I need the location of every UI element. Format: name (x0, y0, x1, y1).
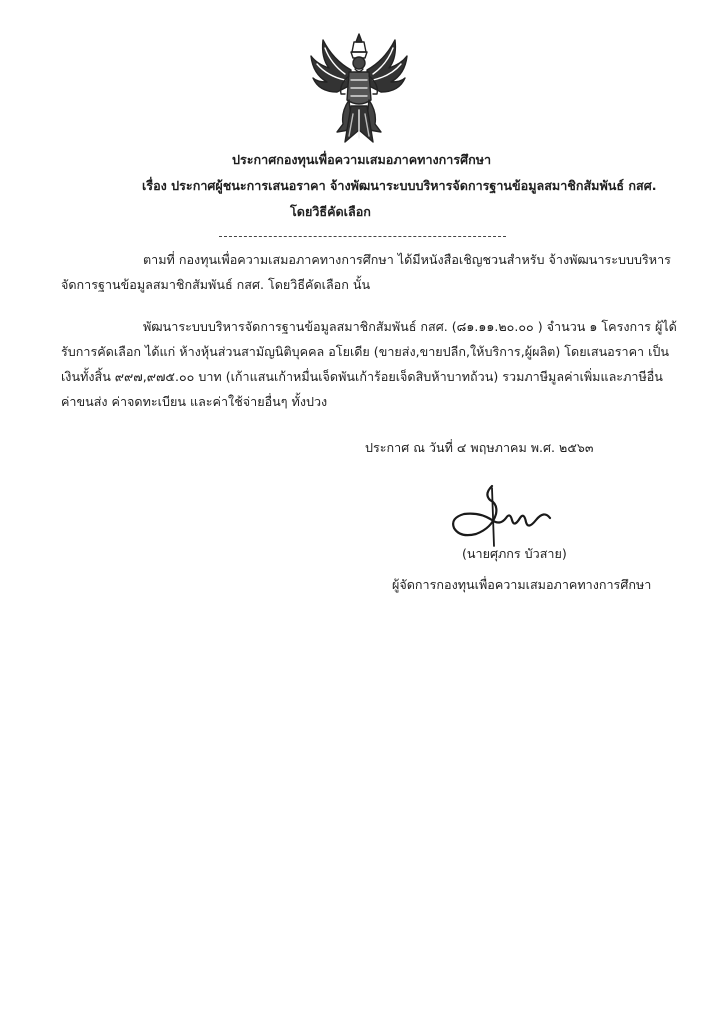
signer-title: ผู้จัดการกองทุนเพื่อความเสมอภาคทางการศึกษา (392, 577, 652, 592)
announcement-date: ประกาศ ณ วันที่ ๔ พฤษภาคม พ.ศ. ๒๕๖๓ (365, 440, 594, 455)
garuda-emblem-icon (305, 30, 413, 148)
para1-line1: ตามที่ กองทุนเพื่อความเสมอภาคทางการศึกษา ได้มีหนังสือเชิญชวนสำหรับ จ้างพัฒนาระบบบริหาร (143, 252, 671, 267)
selection-method: โดยวิธีคัดเลือก (290, 204, 371, 219)
para2-line3: เงินทั้งสิ้น ๙๙๗,๙๗๕.๐๐ บาท (เก้าแสนเก้าหมื่นเจ็ดพันเก้าร้อยเจ็ดสิบห้าบาทถ้วน) รวมภาษีมูลค่าเพิ่มและภาษีอื่น (61, 369, 663, 384)
para2-line1: พัฒนาระบบบริหารจัดการฐานข้อมูลสมาชิกสัมพันธ์ กสศ. (๘๑.๑๑.๒๐.๐๐ ) จำนวน ๑ โครงการ ผู้ได้ (143, 319, 677, 334)
signer-name: (นายศุภกร บัวสาย) (462, 546, 567, 561)
header-divider (219, 236, 506, 237)
para1-line2: จัดการฐานข้อมูลสมาชิกสัมพันธ์ กสศ. โดยวิธีคัดเลือก นั้น (61, 277, 371, 292)
announcement-title: ประกาศกองทุนเพื่อความเสมอภาคทางการศึกษา (232, 152, 492, 167)
para2-line4: ค่าขนส่ง ค่าจดทะเบียน และค่าใช้จ่ายอื่นๆ ทั้งปวง (61, 394, 328, 409)
subject-line: เรื่อง ประกาศผู้ชนะการเสนอราคา จ้างพัฒนาระบบบริหารจัดการฐานข้อมูลสมาชิกสัมพันธ์ กสศ. (142, 178, 657, 193)
para2-line2: รับการคัดเลือก ได้แก่ ห้างหุ้นส่วนสามัญนิติบุคคล อโยเดีย (ขายส่ง,ขายปลีก,ให้บริการ,ผู้ผลิต) โดยเสนอราคา เป็น (61, 344, 669, 359)
